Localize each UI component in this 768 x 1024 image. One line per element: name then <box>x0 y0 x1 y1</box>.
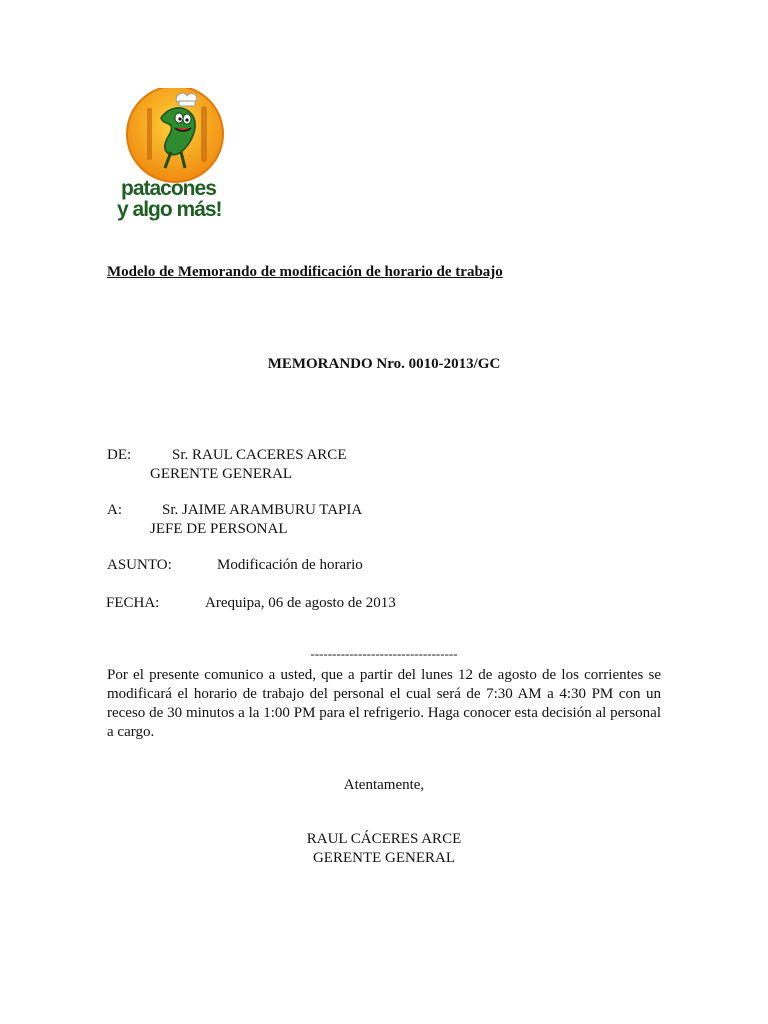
de-label: DE: <box>107 447 132 463</box>
signature-name: RAUL CÁCERES ARCE <box>306 831 462 847</box>
logo-text-line1: patacones <box>121 177 216 200</box>
company-logo <box>113 88 237 228</box>
logo-emblem <box>113 88 237 188</box>
a-name: Sr. JAIME ARAMBURU TAPIA <box>162 502 363 518</box>
memo-number: MEMORANDO Nro. 0010-2013/GC <box>267 356 501 372</box>
asunto-label: ASUNTO: <box>107 557 172 573</box>
closing-text: Atentamente, <box>343 777 425 793</box>
body-paragraph: Por el presente comunico a usted, que a partir del lunes 12 de agosto de los corrientes se modificará el horario de trabajo del personal el cual será de 7:30 AM a 4:30 PM con un receso de 30 minutos a la 1:00 PM para el refrigerio. Haga conocer esta decisión al personal a cargo. <box>107 667 661 740</box>
separator-line: ---------------------------------- <box>310 646 458 661</box>
logo-text-line2: y algo más! <box>117 198 222 221</box>
a-label: A: <box>107 502 122 518</box>
de-position: GERENTE GENERAL <box>150 466 293 482</box>
asunto-value: Modificación de horario <box>217 557 363 573</box>
de-name: Sr. RAUL CACERES ARCE <box>172 447 347 463</box>
fecha-value: Arequipa, 06 de agosto de 2013 <box>205 595 396 611</box>
document-title: Modelo de Memorando de modificación de horario de trabajo <box>107 264 503 280</box>
a-position: JEFE DE PERSONAL <box>150 521 288 537</box>
fecha-label: FECHA: <box>106 595 160 611</box>
signature-position: GERENTE GENERAL <box>312 850 456 866</box>
